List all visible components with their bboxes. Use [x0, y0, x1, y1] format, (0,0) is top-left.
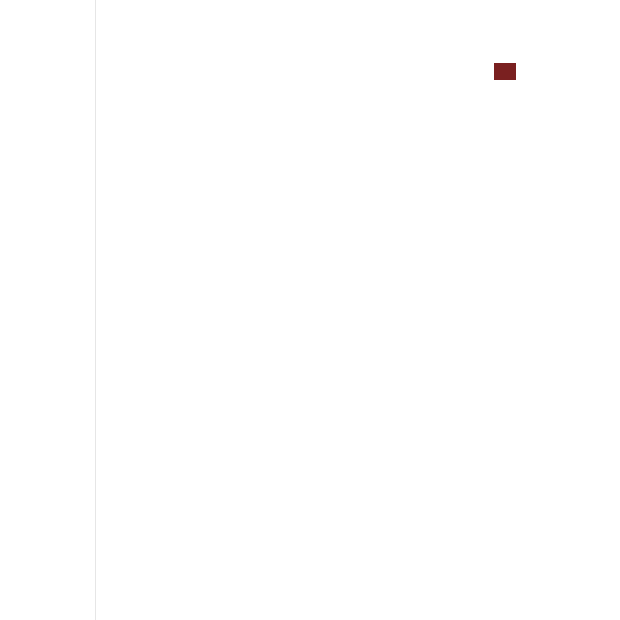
chapter-number	[494, 63, 516, 80]
page-edge-line	[95, 0, 96, 620]
content-column	[150, 50, 468, 61]
chapter-tab	[487, 62, 523, 87]
